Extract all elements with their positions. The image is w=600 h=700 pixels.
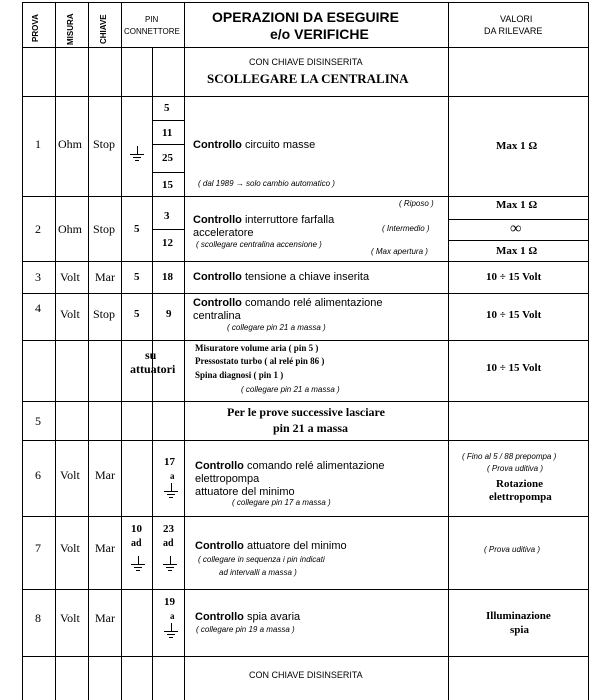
pin-number: 12: [162, 237, 173, 249]
actuator-item: Misuratore volume aria ( pin 5 ): [195, 343, 319, 353]
misura-value: Volt: [60, 541, 80, 555]
intro-key-off: CON CHIAVE DISINSERITA: [249, 57, 363, 67]
col-header-connettore: CONNETTORE: [124, 27, 180, 36]
operation-note: ( collegare pin 19 a massa ): [196, 625, 295, 634]
expected-value: Illuminazione: [486, 610, 551, 622]
pin-number: 11: [162, 127, 173, 139]
prova-number: 6: [35, 468, 41, 482]
value-note: ( Prova uditiva ): [484, 545, 541, 554]
actuator-item: Pressostato turbo ( al relé pin 86 ): [195, 356, 325, 366]
chiave-value: Stop: [93, 222, 116, 236]
operation-description-line2: centralina: [193, 310, 241, 322]
footer-key-off: CON CHIAVE DISINSERITA: [249, 670, 363, 680]
pin-suffix: a: [170, 611, 175, 621]
operation-note: ( collegare in sequenza i pin indicati: [198, 555, 325, 564]
expected-value: 10 ÷ 15 Volt: [486, 362, 542, 374]
prova-number: 7: [35, 541, 41, 555]
pin-number: 5: [134, 308, 140, 320]
prova-number: 5: [35, 414, 41, 428]
prova-number: 2: [35, 222, 41, 236]
arrow-right-icon: →: [235, 179, 244, 188]
col-header-misura: MISURA: [66, 13, 75, 45]
operation-text: [195, 540, 347, 552]
value-note: ( Fino al 5 / 88 prepompa ): [462, 452, 557, 461]
prova-number: 8: [35, 611, 41, 625]
pin-number: 17: [164, 456, 175, 468]
ground-icon: [130, 146, 144, 162]
pin-number: 25: [162, 152, 173, 164]
prova-number: 3: [35, 270, 41, 284]
operation-description: comando relé alimentazione: [243, 460, 385, 472]
operation-text: [193, 297, 383, 309]
operation-keyword: Controllo: [193, 271, 242, 283]
pin-number: 5: [164, 102, 170, 114]
col-header-operazioni: OPERAZIONI DA ESEGUIRE: [212, 9, 399, 25]
col-header-prova: PROVA: [31, 14, 40, 42]
instruction-text: pin 21 a massa: [273, 421, 349, 435]
pin-number: 19: [164, 596, 175, 608]
misura-value: Volt: [60, 468, 80, 482]
expected-value: 10 ÷ 15 Volt: [486, 271, 542, 283]
pin-number: 15: [162, 179, 173, 191]
misura-value: Ohm: [58, 137, 82, 151]
expected-value: elettropompa: [489, 491, 552, 503]
operation-text: [195, 460, 385, 472]
operation-description-line3: attuatore del minimo: [195, 486, 295, 498]
expected-value: 10 ÷ 15 Volt: [486, 309, 542, 321]
expected-value: ∞: [510, 220, 522, 237]
chiave-value: Mar: [95, 611, 115, 625]
operation-keyword: Controllo: [195, 460, 244, 472]
pin-number: 10: [131, 523, 142, 535]
operation-description-line2: elettropompa: [195, 473, 260, 485]
intro-disconnect: SCOLLEGARE LA CENTRALINA: [207, 71, 409, 86]
operation-note: ( collegare pin 21 a massa ): [241, 385, 340, 394]
value-note: ( Prova uditiva ): [487, 464, 544, 473]
operation-text: [195, 611, 300, 623]
operation-text: [193, 271, 369, 283]
operation-keyword: Controllo: [193, 297, 242, 309]
pin-suffix: ad: [163, 538, 174, 549]
misura-value: Ohm: [58, 222, 82, 236]
col-header-valori: VALORI: [500, 14, 533, 24]
pin-number: 9: [166, 308, 172, 320]
expected-value: Max 1 Ω: [496, 245, 538, 257]
note-start: ( dal 1989: [198, 179, 236, 188]
position-intermedio: ( Intermedio ): [382, 224, 430, 233]
pin-number: 23: [163, 523, 174, 535]
expected-value: Max 1 Ω: [496, 199, 538, 211]
expected-value: Max 1 Ω: [496, 140, 538, 152]
operation-keyword: Controllo: [193, 139, 242, 151]
position-riposo: ( Riposo ): [399, 199, 434, 208]
operation-note: ( collegare pin 17 a massa ): [232, 498, 331, 507]
col-header-rilevare: DA RILEVARE: [484, 26, 543, 36]
operation-keyword: Controllo: [195, 540, 244, 552]
operation-description: spia avaria: [243, 611, 301, 623]
operation-description: circuito masse: [241, 139, 316, 151]
operation-description: tensione a chiave inserita: [241, 271, 370, 283]
operation-description-line2: acceleratore: [193, 227, 254, 239]
pin-suffix: ad: [131, 538, 142, 549]
chiave-value: Mar: [95, 270, 115, 284]
chiave-value: Stop: [93, 307, 116, 321]
misura-value: Volt: [60, 307, 80, 321]
pin-number: 18: [162, 271, 173, 283]
note-end: solo cambio automatico ): [243, 179, 335, 188]
misura-value: Volt: [60, 270, 80, 284]
col-header-verifiche: e/o VERIFICHE: [270, 26, 369, 42]
pin-label: attuatori: [130, 362, 176, 376]
operation-description: attuatore del minimo: [243, 540, 347, 552]
actuator-item: Spina diagnosi ( pin 1 ): [195, 370, 284, 380]
pin-number: 5: [134, 223, 140, 235]
operation-text: [193, 139, 315, 151]
prova-number: 4: [35, 301, 41, 315]
operation-note: [198, 180, 335, 189]
position-max-apertura: ( Max apertura ): [371, 247, 428, 256]
ground-icon: [164, 623, 178, 639]
instruction-text: Per le prove successive lasciare: [227, 405, 385, 419]
operation-keyword: Controllo: [195, 611, 244, 623]
col-header-chiave: CHIAVE: [99, 14, 108, 44]
ground-icon: [163, 556, 177, 572]
operation-text: [193, 214, 334, 226]
prova-number: 1: [35, 137, 41, 151]
operation-note: ( scollegare centralina accensione ): [196, 240, 322, 249]
ground-icon: [164, 483, 178, 499]
pin-label: su: [145, 348, 157, 362]
pin-number: 3: [164, 210, 170, 222]
chiave-value: Mar: [95, 468, 115, 482]
operation-description: comando relé alimentazione: [241, 297, 383, 309]
operation-description: interruttore farfalla: [241, 214, 335, 226]
expected-value: spia: [510, 624, 529, 636]
expected-value: Rotazione: [496, 478, 544, 490]
col-header-pin: PIN: [145, 15, 159, 24]
chiave-value: Mar: [95, 541, 115, 555]
pin-suffix: a: [170, 471, 175, 481]
operation-note: ( collegare pin 21 a massa ): [227, 323, 326, 332]
chiave-value: Stop: [93, 137, 116, 151]
operation-keyword: Controllo: [193, 214, 242, 226]
pin-number: 5: [134, 271, 140, 283]
misura-value: Volt: [60, 611, 80, 625]
ground-icon: [131, 556, 145, 572]
operation-note: ad intervalli a massa ): [219, 568, 297, 577]
